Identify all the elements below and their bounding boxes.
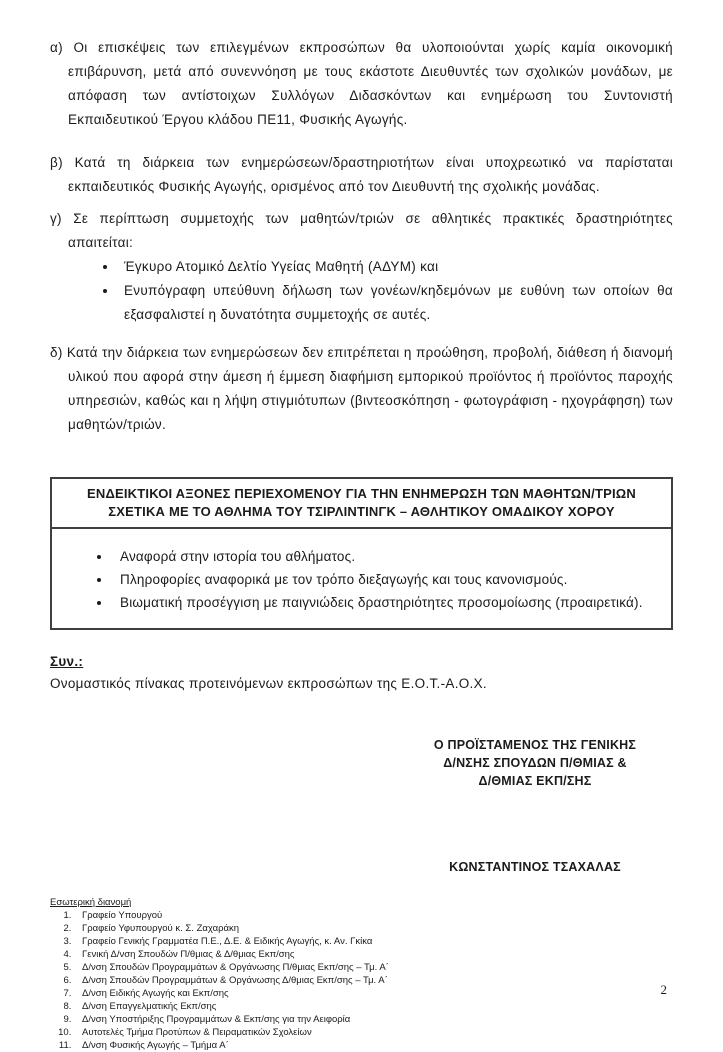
signature-block (375, 736, 695, 876)
content-axis-item: • Βιωματική προσέγγιση με παιγνιώδεις δραστηριότητες προσομοίωσης (προαιρετικά). (112, 591, 657, 614)
box-title-line-2: ΣΧΕΤΙΚΑ ΜΕ ΤΟ ΑΘΛΗΜΑ ΤΟΥ ΤΣΙΡΛΙΝΤΙΝΓΚ – ΑΘΛΗΤΙΚΟΥ ΟΜΑΔΙΚΟΥ ΧΟΡΟΥ (108, 504, 615, 519)
internal-distribution-section (50, 896, 673, 1052)
paragraph-b (50, 151, 673, 199)
distribution-item: 3. Γραφείο Γενικής Γραμματέα Π.Ε., Δ.Ε. & Ειδικής Αγωγής, κ. Αν. Γκίκα (74, 935, 673, 948)
paragraph-c-label: γ) (50, 211, 62, 226)
signatory-title-line-3: Δ/ΘΜΙΑΣ ΕΚΠ/ΣΗΣ (478, 774, 592, 788)
paragraph-b-label: β) (50, 155, 63, 170)
attachments-label: Συν.: (50, 654, 84, 669)
attachments-section (50, 652, 673, 694)
distribution-item: 1. Γραφείο Υπουργού (74, 909, 673, 922)
distribution-item: 7. Δ/νση Ειδικής Αγωγής και Εκπ/σης (74, 987, 673, 1000)
paragraph-d-text: Κατά την διάρκεια των ενημερώσεων δεν επιτρέπεται η προώθηση, προβολή, διάθεση ή διανομή υλικού που αφορά στην άμεση ή έμμεση διαφήμιση εμπορικού προϊόντος ή προϊόντος παροχής υπηρεσιών, καθώς και η λήψη στιγμιότυπων (βιντεοσκόπηση - φωτογράφιση - ηχογράφηση) των μαθητών/τριών. (66, 345, 673, 432)
paragraph-a-label: α) (50, 40, 63, 55)
paragraph-c (50, 207, 673, 255)
internal-distribution-header: Εσωτερική διανομή (50, 897, 132, 908)
paragraph-c-text: Σε περίπτωση συμμετοχής των μαθητών/τριών σε αθλητικές πρακτικές δραστηριότητες απαιτείται: (68, 211, 673, 250)
content-axes-box-title (52, 479, 671, 529)
requirement-item: • Έγκυρο Ατομικό Δελτίο Υγείας Μαθητή (ΑΔΥΜ) και (118, 255, 673, 279)
distribution-item: 4. Γενική Δ/νση Σπουδών Π/θμιας & Δ/θμιας Εκπ/σης (74, 948, 673, 961)
paragraph-d (50, 341, 673, 437)
signatory-name: ΚΩΝΣΤΑΝΤΙΝΟΣ ΤΣΑΧΑΛΑΣ (449, 860, 621, 874)
requirement-item: • Ενυπόγραφη υπεύθυνη δήλωση των γονέων/κηδεμόνων με ευθύνη των οποίων θα εξασφαλιστεί η δυνατότητα συμμετοχής σε αυτές. (118, 279, 673, 327)
paragraph-d-label: δ) (50, 345, 63, 360)
content-axis-item: • Πληροφορίες αναφορικά με τον τρόπο διεξαγωγής και τους κανονισμούς. (112, 568, 657, 591)
requirements-list (50, 255, 673, 327)
paragraph-a-text: Οι επισκέψεις των επιλεγμένων εκπροσώπων θα υλοποιούνται χωρίς καμία οικονομική επιβάρυνση, μετά από συνεννόηση με τους εκάστοτε Διευθυντές των σχολικών μονάδων, με απόφαση των αντίστοιχων Συλλόγων Διδασκόντων και ενημέρωση του Συντονιστή Εκπαιδευτικού Έργου κλάδου ΠΕ11, Φυσικής Αγωγής. (68, 40, 673, 127)
content-axis-item: • Αναφορά στην ιστορία του αθλήματος. (112, 545, 657, 568)
distribution-item: 6. Δ/νση Σπουδών Προγραμμάτων & Οργάνωσης Δ/θμιας Εκπ/σης – Τμ. Α΄ (74, 974, 673, 987)
content-axes-list (52, 529, 671, 628)
paragraph-b-text: Κατά τη διάρκεια των ενημερώσεων/δραστηριοτήτων είναι υποχρεωτικό να παρίσταται εκπαιδευτικός Φυσικής Αγωγής, ορισμένος από τον Διευθυντή της σχολικής μονάδας. (68, 155, 673, 194)
page-number: 2 (660, 982, 667, 997)
paragraph-a (50, 36, 673, 132)
distribution-item: 11. Δ/νση Φυσικής Αγωγής – Τμήμα Α΄ (74, 1039, 673, 1052)
internal-distribution-list (50, 909, 673, 1052)
box-title-line-1: ΕΝΔΕΙΚΤΙΚΟΙ ΑΞΟΝΕΣ ΠΕΡΙΕΧΟΜΕΝΟΥ ΓΙΑ ΤΗΝ ΕΝΗΜΕΡΩΣΗ ΤΩΝ ΜΑΘΗΤΩΝ/ΤΡΙΩΝ (87, 486, 636, 501)
distribution-item: 10. Αυτοτελές Τμήμα Προτύπων & Πειραματικών Σχολείων (74, 1026, 673, 1039)
signatory-title-line-2: Δ/ΝΣΗΣ ΣΠΟΥΔΩΝ Π/ΘΜΙΑΣ & (443, 756, 627, 770)
distribution-item: 9. Δ/νση Υποστήριξης Προγραμμάτων & Εκπ/σης για την Αειφορία (74, 1013, 673, 1026)
signatory-title-line-1: Ο ΠΡΟΪΣΤΑΜΕΝΟΣ ΤΗΣ ΓΕΝΙΚΗΣ (433, 738, 637, 752)
content-axes-box (50, 477, 673, 630)
distribution-item: 2. Γραφείο Υφυπουργού κ. Σ. Ζαχαράκη (74, 922, 673, 935)
distribution-item: 8. Δ/νση Επαγγελματικής Εκπ/σης (74, 1000, 673, 1013)
attachments-text: Ονομαστικός πίνακας προτεινόμενων εκπροσώπων της Ε.Ο.Τ.-Α.Ο.Χ. (50, 676, 487, 691)
distribution-item: 5. Δ/νση Σπουδών Προγραμμάτων & Οργάνωσης Π/θμιας Εκπ/σης – Τμ. Α΄ (74, 961, 673, 974)
